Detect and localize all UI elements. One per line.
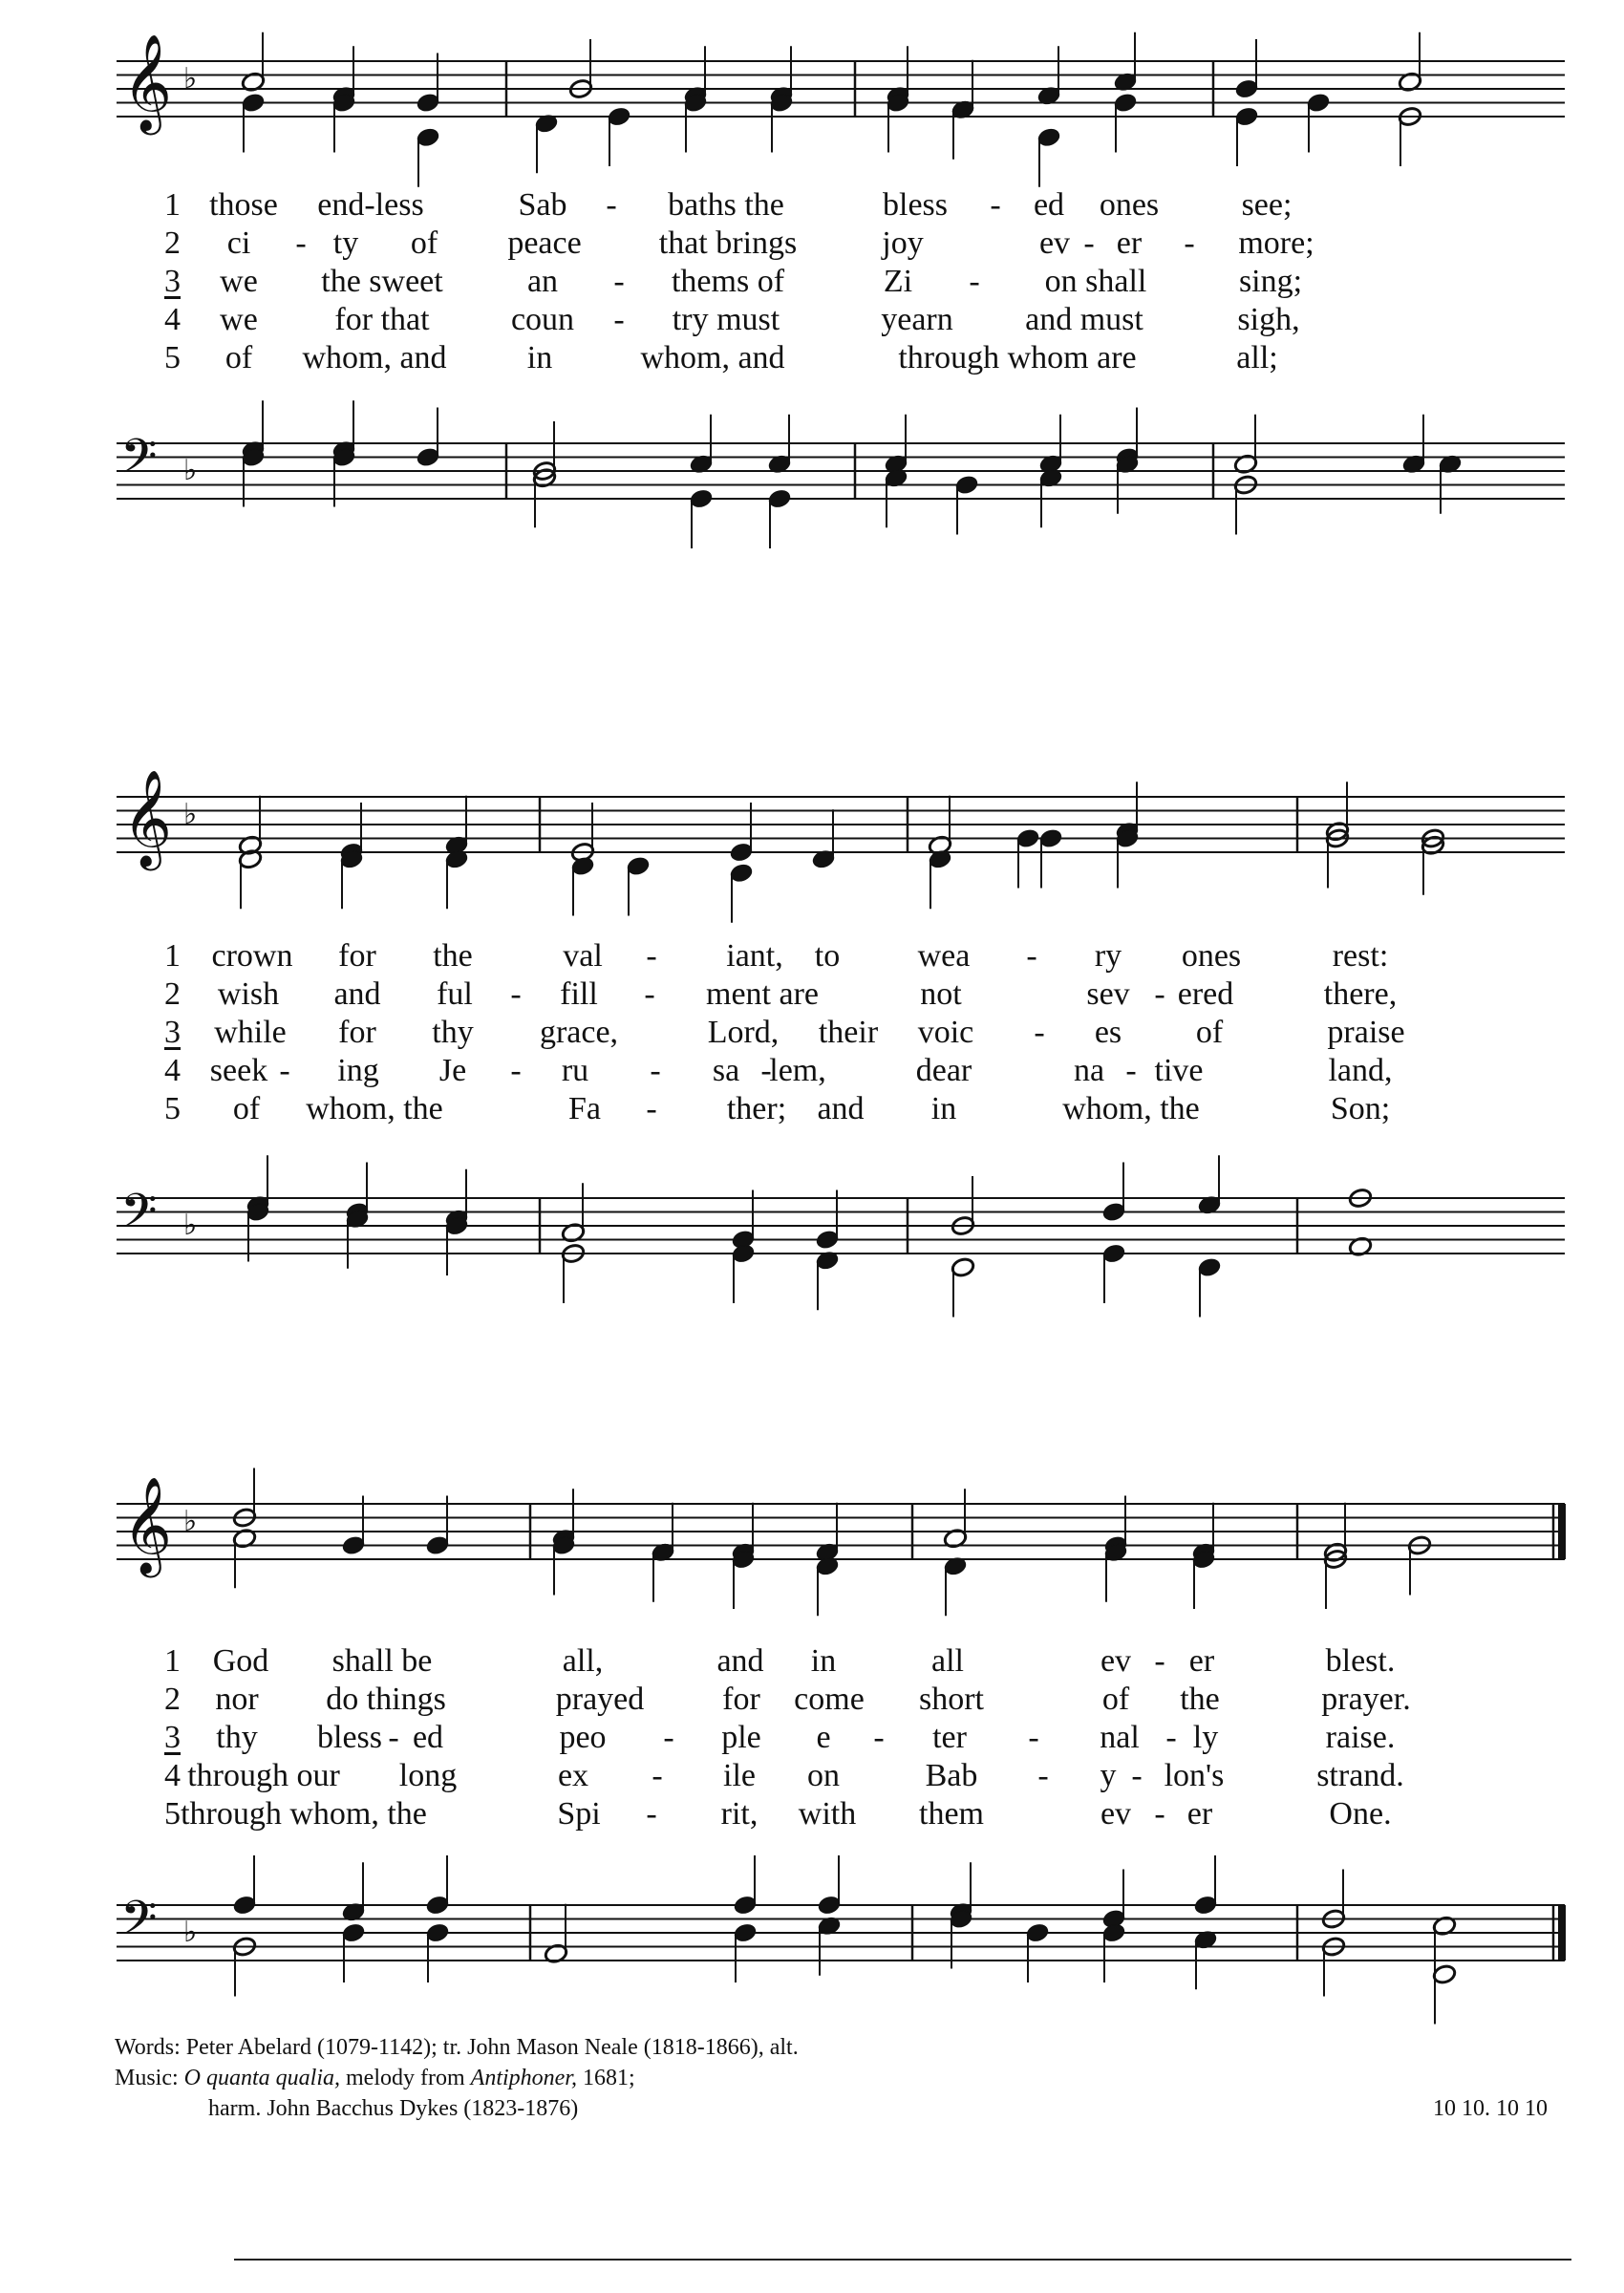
- lyric-syllable: we: [220, 302, 258, 337]
- lyric-syllable: long: [398, 1758, 458, 1793]
- lyric-syllable: all: [931, 1643, 964, 1679]
- lyric-syllable: for: [338, 938, 376, 974]
- lyric-syllable: shall be: [331, 1643, 433, 1679]
- lyric-line: [0, 1091, 1624, 1131]
- lyric-syllable: see;: [1241, 187, 1293, 223]
- lyric-syllable: fill: [560, 976, 598, 1012]
- words-credit: [115, 2035, 799, 2061]
- key-signature-flat: ♭: [183, 1505, 198, 1538]
- lyric-syllable: Lord,: [707, 1015, 780, 1050]
- lyric-syllable: ing: [337, 1053, 379, 1088]
- final-barline-thick: [1558, 1504, 1566, 1559]
- lyric-syllable: ev: [1100, 1796, 1132, 1832]
- lyric-syllable: through whom are: [898, 340, 1137, 375]
- lyric-syllable: for: [338, 1015, 376, 1050]
- key-signature-flat: ♭: [183, 62, 198, 96]
- lyric-syllable: ones: [1099, 187, 1160, 223]
- lyric-syllable: -: [646, 938, 657, 974]
- bass-staff-system-2: [0, 1166, 1624, 1309]
- lyric-syllable: praise: [1327, 1015, 1405, 1050]
- key-signature-flat: ♭: [183, 798, 198, 831]
- lyric-syllable: ple: [721, 1720, 761, 1755]
- treble-clef: 𝄞: [122, 32, 173, 131]
- lyric-syllable: ther;: [726, 1091, 787, 1126]
- lyric-syllable: in: [810, 1643, 837, 1679]
- lyric-syllable: through whom, the: [181, 1796, 427, 1832]
- lyric-syllable: crown: [211, 938, 293, 974]
- lyric-syllable: for: [722, 1682, 760, 1717]
- lyric-syllable: in: [526, 340, 553, 375]
- lyric-syllable: whom, the: [1062, 1091, 1200, 1126]
- lyric-syllable: and must: [1025, 302, 1143, 337]
- verse-number: 1: [164, 938, 181, 974]
- lyric-syllable: all,: [562, 1643, 604, 1679]
- key-signature-flat: ♭: [183, 454, 198, 487]
- lyric-syllable: ev: [1038, 225, 1071, 261]
- lyric-syllable: with: [798, 1796, 857, 1832]
- lyric-syllable: lon's: [1164, 1758, 1225, 1793]
- lyric-syllable: end-less: [317, 187, 424, 223]
- lyric-syllable: prayed: [555, 1682, 645, 1717]
- lyric-syllable: try must: [672, 302, 780, 337]
- lyric-syllable: -: [388, 1720, 399, 1755]
- lyric-syllable: do things: [326, 1682, 446, 1717]
- lyric-syllable: One.: [1329, 1796, 1392, 1832]
- lyric-syllable: rit,: [720, 1796, 759, 1832]
- verse-number: 1: [164, 187, 181, 223]
- lyric-syllable: coun: [510, 302, 575, 337]
- lyric-syllable: not: [920, 976, 962, 1012]
- lyric-syllable: grace,: [539, 1015, 619, 1050]
- lyric-syllable: -: [646, 1091, 657, 1126]
- lyric-syllable: na: [1073, 1053, 1105, 1088]
- lyric-syllable: strand.: [1316, 1758, 1404, 1793]
- lyric-syllable: -: [1154, 1643, 1165, 1679]
- lyric-syllable: and: [817, 1091, 865, 1126]
- lyric-syllable: bless: [317, 1720, 382, 1755]
- lyric-syllable: for that: [334, 302, 430, 337]
- lyric-line: [0, 976, 1624, 1017]
- lyric-syllable: to: [814, 938, 841, 974]
- lyric-syllable: ed: [1033, 187, 1065, 223]
- lyric-syllable: ile: [723, 1758, 756, 1793]
- lyric-syllable: thy: [216, 1720, 258, 1755]
- lyric-syllable: joy: [882, 225, 924, 261]
- harmonization-credit: harm. John Bacchus Dykes (1823-1876): [208, 2096, 579, 2121]
- lyric-syllable: -: [1034, 1015, 1045, 1050]
- page-rule: [234, 2259, 1571, 2261]
- lyric-line: [0, 225, 1624, 266]
- lyric-syllable: ty: [332, 225, 359, 261]
- lyric-syllable: of: [1101, 1682, 1130, 1717]
- verse-number: 3: [164, 1720, 181, 1755]
- lyric-syllable: land,: [1328, 1053, 1393, 1088]
- lyric-syllable: whom, and: [640, 340, 785, 375]
- lyric-syllable: come: [794, 1682, 865, 1717]
- treble-staff-system-2: [0, 768, 1624, 908]
- lyric-syllable: an: [526, 264, 559, 299]
- music-credit: [115, 2066, 635, 2091]
- lyric-line: [0, 1796, 1624, 1836]
- lyric-line: [0, 187, 1624, 227]
- bass-clef: 𝄢: [120, 1184, 158, 1251]
- lyric-syllable: thy: [432, 1015, 474, 1050]
- lyric-syllable: wish: [217, 976, 280, 1012]
- lyric-syllable: God: [212, 1643, 269, 1679]
- lyric-syllable: ci: [226, 225, 251, 261]
- lyric-syllable: of: [232, 1091, 261, 1126]
- music-label: Music:: [115, 2066, 179, 2090]
- verse-number: 3: [164, 264, 181, 299]
- lyric-syllable: ter: [932, 1720, 967, 1755]
- lyric-syllable: their: [818, 1015, 879, 1050]
- key-signature-flat: ♭: [183, 1209, 198, 1242]
- lyric-syllable: -: [1028, 1720, 1039, 1755]
- lyric-line: [0, 1643, 1624, 1683]
- lyric-syllable: ment are: [706, 976, 819, 1012]
- lyric-syllable: the: [433, 938, 473, 974]
- tune-name: O quanta qualia,: [183, 2066, 341, 2090]
- bass-clef: 𝄢: [120, 429, 158, 496]
- lyric-syllable: on shall: [1044, 264, 1147, 299]
- lyric-syllable: short: [919, 1682, 984, 1717]
- lyric-syllable: peo: [559, 1720, 607, 1755]
- treble-staff-system-1: [0, 32, 1624, 172]
- verse-number: 5: [164, 1091, 181, 1126]
- lyric-syllable: and: [716, 1643, 764, 1679]
- lyric-syllable: Je: [438, 1053, 467, 1088]
- verse-number: 4: [164, 302, 181, 337]
- lyric-syllable: all;: [1236, 340, 1278, 375]
- lyric-syllable: rest:: [1332, 938, 1389, 974]
- lyric-syllable: whom, and: [302, 340, 447, 375]
- lyric-syllable: -: [510, 1053, 522, 1088]
- lyric-syllable: -: [1184, 225, 1195, 261]
- key-signature-flat: ♭: [183, 1916, 198, 1949]
- lyric-syllable: those: [209, 187, 278, 223]
- verse-number: 5: [164, 1796, 181, 1832]
- lyric-syllable: yearn: [881, 302, 953, 337]
- lyric-syllable: sa: [712, 1053, 740, 1088]
- lyric-syllable: thems of: [671, 264, 785, 299]
- lyric-syllable: ly: [1192, 1720, 1219, 1755]
- verse-number: 4: [164, 1053, 181, 1088]
- final-barline-thick: [1558, 1905, 1566, 1961]
- lyric-line: [0, 1015, 1624, 1055]
- lyric-syllable: ones: [1181, 938, 1242, 974]
- music-credit-year: 1681;: [576, 2066, 635, 2090]
- meter: 10 10. 10 10: [1433, 2096, 1548, 2121]
- lyric-syllable: -: [1083, 225, 1095, 261]
- lyric-syllable: -: [1165, 1720, 1177, 1755]
- lyric-syllable: of: [410, 225, 438, 261]
- lyric-syllable: -: [760, 1053, 772, 1088]
- lyric-syllable: the sweet: [321, 264, 443, 299]
- lyric-syllable: y: [1100, 1758, 1117, 1793]
- lyric-syllable: ed: [412, 1720, 444, 1755]
- lyric-syllable: nal: [1100, 1720, 1140, 1755]
- lyric-syllable: ru: [561, 1053, 589, 1088]
- lyric-syllable: the: [1180, 1682, 1220, 1717]
- lyric-syllable: them: [919, 1796, 984, 1832]
- verse-number: 5: [164, 340, 181, 375]
- lyric-syllable: er: [1188, 1643, 1215, 1679]
- treble-staff-system-3: [0, 1475, 1624, 1615]
- lyric-syllable: Sab: [518, 187, 567, 223]
- lyric-syllable: -: [1131, 1758, 1143, 1793]
- lyric-syllable: -: [613, 302, 625, 337]
- lyric-syllable: on: [807, 1758, 840, 1793]
- lyric-syllable: ful: [437, 976, 473, 1012]
- lyric-syllable: that brings: [658, 225, 798, 261]
- verse-number: 2: [164, 976, 181, 1012]
- lyric-syllable: es: [1094, 1015, 1122, 1050]
- lyric-syllable: wea: [917, 938, 971, 974]
- lyric-syllable: -: [510, 976, 522, 1012]
- lyric-syllable: voic: [917, 1015, 974, 1050]
- lyric-syllable: -: [652, 1758, 663, 1793]
- lyric-syllable: e: [816, 1720, 831, 1755]
- treble-clef: 𝄞: [122, 768, 173, 867]
- verse-number: 2: [164, 1682, 181, 1717]
- lyric-syllable: more;: [1238, 225, 1314, 261]
- lyric-syllable: -: [650, 1053, 661, 1088]
- bass-clef: 𝄢: [120, 1891, 158, 1958]
- lyric-line: [0, 340, 1624, 380]
- lyric-line: [0, 938, 1624, 978]
- lyric-syllable: -: [969, 264, 980, 299]
- words-credit-text: Peter Abelard (1079-1142); tr. John Mason Neale (1818-1866), alt.: [185, 2035, 799, 2060]
- lyric-syllable: Bab: [925, 1758, 978, 1793]
- lyric-line: [0, 302, 1624, 342]
- lyric-syllable: -: [1026, 938, 1037, 974]
- verse-number: 1: [164, 1643, 181, 1679]
- lyric-syllable: blest.: [1325, 1643, 1396, 1679]
- lyric-syllable: through our: [187, 1758, 340, 1793]
- lyric-syllable: peace: [507, 225, 582, 261]
- lyric-syllable: we: [220, 264, 258, 299]
- lyric-syllable: and: [333, 976, 381, 1012]
- lyric-syllable: -: [1125, 1053, 1137, 1088]
- lyric-line: [0, 1720, 1624, 1760]
- lyric-syllable: Son;: [1330, 1091, 1391, 1126]
- lyric-syllable: -: [990, 187, 1001, 223]
- lyric-syllable: there,: [1323, 976, 1398, 1012]
- treble-clef: 𝄞: [122, 1475, 173, 1574]
- lyric-line: [0, 1682, 1624, 1722]
- lyric-syllable: er: [1186, 1796, 1213, 1832]
- lyric-syllable: seek: [209, 1053, 268, 1088]
- lyric-line: [0, 1053, 1624, 1093]
- lyric-syllable: Spi: [557, 1796, 601, 1832]
- lyric-syllable: -: [606, 187, 617, 223]
- bass-staff-system-1: [0, 411, 1624, 545]
- lyric-syllable: sing;: [1238, 264, 1303, 299]
- lyric-syllable: ered: [1177, 976, 1234, 1012]
- verse-number: 3: [164, 1015, 181, 1050]
- lyric-line: [0, 1758, 1624, 1798]
- lyric-syllable: lem,: [769, 1053, 826, 1088]
- lyric-syllable: of: [1195, 1015, 1224, 1050]
- lyric-syllable: bless: [883, 187, 948, 223]
- lyric-line: [0, 264, 1624, 304]
- lyric-syllable: sev: [1086, 976, 1130, 1012]
- lyric-syllable: -: [873, 1720, 885, 1755]
- lyric-syllable: iant,: [726, 938, 783, 974]
- lyric-syllable: ry: [1094, 938, 1122, 974]
- lyric-syllable: while: [214, 1015, 287, 1050]
- lyric-syllable: val: [563, 938, 603, 974]
- music-credit-text: melody from: [340, 2066, 471, 2090]
- lyric-syllable: ex: [557, 1758, 589, 1793]
- lyric-syllable: -: [644, 976, 655, 1012]
- lyric-syllable: -: [1154, 976, 1165, 1012]
- lyric-syllable: -: [279, 1053, 290, 1088]
- verse-number: 4: [164, 1758, 181, 1793]
- words-label: Words:: [115, 2035, 181, 2060]
- lyric-syllable: sigh,: [1237, 302, 1300, 337]
- lyric-syllable: -: [1037, 1758, 1049, 1793]
- lyric-syllable: -: [295, 225, 307, 261]
- lyric-syllable: nor: [215, 1682, 259, 1717]
- lyric-syllable: tive: [1154, 1053, 1204, 1088]
- lyric-syllable: Zi: [883, 264, 913, 299]
- lyric-syllable: baths the: [668, 187, 784, 223]
- lyric-syllable: -: [613, 264, 625, 299]
- lyric-syllable: er: [1116, 225, 1143, 261]
- verse-number: 2: [164, 225, 181, 261]
- lyric-syllable: of: [224, 340, 253, 375]
- lyric-syllable: -: [646, 1796, 657, 1832]
- lyric-syllable: Fa: [568, 1091, 601, 1126]
- bass-staff-system-3: [0, 1873, 1624, 2006]
- lyric-syllable: ev: [1100, 1643, 1132, 1679]
- lyric-syllable: in: [930, 1091, 957, 1126]
- lyric-syllable: raise.: [1325, 1720, 1396, 1755]
- lyric-syllable: whom, the: [306, 1091, 443, 1126]
- lyric-syllable: dear: [915, 1053, 972, 1088]
- lyric-syllable: -: [663, 1720, 674, 1755]
- music-source: Antiphoner,: [470, 2066, 577, 2090]
- lyric-syllable: -: [1154, 1796, 1165, 1832]
- lyric-syllable: prayer.: [1321, 1682, 1411, 1717]
